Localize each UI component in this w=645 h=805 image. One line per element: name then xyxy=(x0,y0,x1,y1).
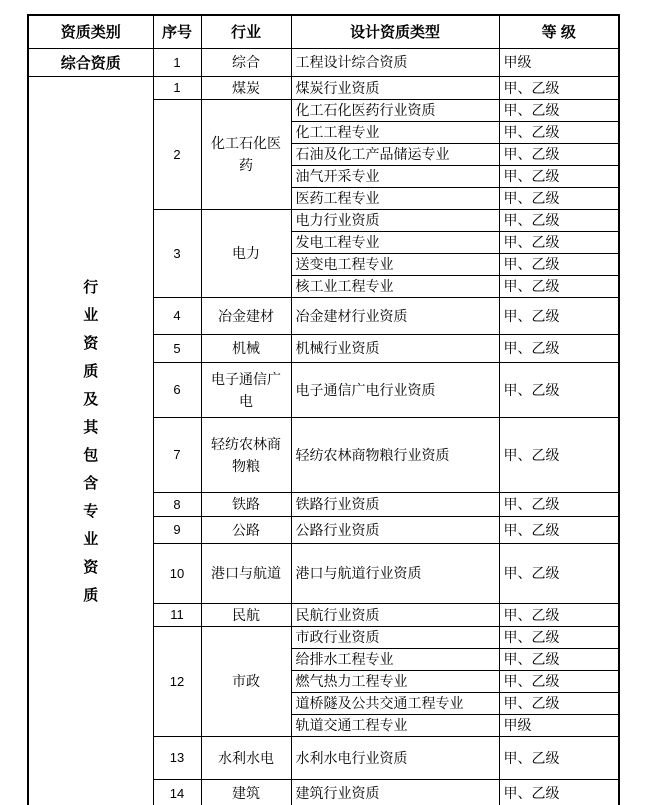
cell-type: 发电工程专业 xyxy=(291,231,499,253)
cell-grade: 甲、乙级 xyxy=(499,543,619,603)
cell-grade: 甲级 xyxy=(499,48,619,76)
cell-grade: 甲、乙级 xyxy=(499,187,619,209)
cell-type: 电子通信广电行业资质 xyxy=(291,362,499,417)
table-row xyxy=(28,48,619,76)
cell-type: 石油及化工产品储运专业 xyxy=(291,143,499,165)
cell-serial: 1 xyxy=(153,76,201,99)
cell-type: 道桥隧及公共交通工程专业 xyxy=(291,692,499,714)
cell-industry: 市政 xyxy=(201,626,291,736)
col-header-grade: 等 级 xyxy=(499,15,619,48)
cell-grade: 甲、乙级 xyxy=(499,692,619,714)
cell-grade: 甲、乙级 xyxy=(499,231,619,253)
cell-grade: 甲、乙级 xyxy=(499,603,619,626)
cell-grade: 甲、乙级 xyxy=(499,209,619,231)
cell-serial: 6 xyxy=(153,362,201,417)
cell-industry: 轻纺农林商物粮 xyxy=(201,417,291,492)
cell-grade: 甲、乙级 xyxy=(499,779,619,805)
cell-serial: 13 xyxy=(153,736,201,779)
cell-type: 工程设计综合资质 xyxy=(291,48,499,76)
cell-category-comprehensive: 综合资质 xyxy=(28,48,153,76)
cell-grade: 甲、乙级 xyxy=(499,648,619,670)
cell-grade: 甲、乙级 xyxy=(499,417,619,492)
cell-type: 核工业工程专业 xyxy=(291,275,499,297)
cell-type: 给排水工程专业 xyxy=(291,648,499,670)
cell-type: 送变电工程专业 xyxy=(291,253,499,275)
cell-industry: 电力 xyxy=(201,209,291,297)
col-header-type: 设计资质类型 xyxy=(291,15,499,48)
cell-type: 民航行业资质 xyxy=(291,603,499,626)
cell-grade: 甲、乙级 xyxy=(499,99,619,121)
cell-type: 机械行业资质 xyxy=(291,334,499,362)
cell-grade: 甲、乙级 xyxy=(499,334,619,362)
cell-grade: 甲、乙级 xyxy=(499,275,619,297)
cell-industry: 冶金建材 xyxy=(201,297,291,334)
cell-grade: 甲、乙级 xyxy=(499,143,619,165)
cell-type: 化工工程专业 xyxy=(291,121,499,143)
cell-industry: 电子通信广电 xyxy=(201,362,291,417)
cell-industry: 民航 xyxy=(201,603,291,626)
cell-type: 燃气热力工程专业 xyxy=(291,670,499,692)
cell-serial: 9 xyxy=(153,516,201,543)
cell-type: 电力行业资质 xyxy=(291,209,499,231)
cell-industry: 水利水电 xyxy=(201,736,291,779)
cell-serial: 8 xyxy=(153,492,201,516)
cell-type: 冶金建材行业资质 xyxy=(291,297,499,334)
cell-serial: 4 xyxy=(153,297,201,334)
cell-type: 轨道交通工程专业 xyxy=(291,714,499,736)
cell-type: 轻纺农林商物粮行业资质 xyxy=(291,417,499,492)
cell-industry: 建筑 xyxy=(201,779,291,805)
cell-industry: 机械 xyxy=(201,334,291,362)
cell-grade: 甲、乙级 xyxy=(499,736,619,779)
cell-type: 市政行业资质 xyxy=(291,626,499,648)
table-row xyxy=(28,76,619,99)
cell-type: 油气开采专业 xyxy=(291,165,499,187)
design-qualification-table xyxy=(27,14,620,805)
cell-serial: 7 xyxy=(153,417,201,492)
col-header-industry: 行业 xyxy=(201,15,291,48)
cell-serial: 10 xyxy=(153,543,201,603)
cell-industry: 综合 xyxy=(201,48,291,76)
cell-serial: 14 xyxy=(153,779,201,805)
cell-serial: 5 xyxy=(153,334,201,362)
cell-type: 化工石化医药行业资质 xyxy=(291,99,499,121)
cell-grade: 甲、乙级 xyxy=(499,492,619,516)
col-header-no: 序号 xyxy=(153,15,201,48)
cell-grade: 甲、乙级 xyxy=(499,76,619,99)
cell-type: 铁路行业资质 xyxy=(291,492,499,516)
cell-grade: 甲、乙级 xyxy=(499,516,619,543)
vertical-category-label: 行业资质及其包含专业资质 xyxy=(83,278,99,604)
cell-industry: 铁路 xyxy=(201,492,291,516)
cell-grade: 甲、乙级 xyxy=(499,121,619,143)
cell-serial: 12 xyxy=(153,626,201,736)
cell-grade: 甲、乙级 xyxy=(499,626,619,648)
cell-industry: 煤炭 xyxy=(201,76,291,99)
cell-serial: 3 xyxy=(153,209,201,297)
cell-serial: 1 xyxy=(153,48,201,76)
cell-type: 港口与航道行业资质 xyxy=(291,543,499,603)
header-row xyxy=(28,15,619,48)
cell-industry: 化工石化医药 xyxy=(201,99,291,209)
cell-type: 煤炭行业资质 xyxy=(291,76,499,99)
cell-grade: 甲、乙级 xyxy=(499,165,619,187)
cell-category-industry xyxy=(28,76,153,805)
cell-industry: 公路 xyxy=(201,516,291,543)
cell-grade: 甲、乙级 xyxy=(499,253,619,275)
cell-serial: 2 xyxy=(153,99,201,209)
cell-grade: 甲级 xyxy=(499,714,619,736)
cell-serial: 11 xyxy=(153,603,201,626)
cell-type: 公路行业资质 xyxy=(291,516,499,543)
cell-type: 水利水电行业资质 xyxy=(291,736,499,779)
cell-grade: 甲、乙级 xyxy=(499,297,619,334)
cell-grade: 甲、乙级 xyxy=(499,362,619,417)
cell-grade: 甲、乙级 xyxy=(499,670,619,692)
col-header-category: 资质类别 xyxy=(28,15,153,48)
cell-type: 医药工程专业 xyxy=(291,187,499,209)
cell-type: 建筑行业资质 xyxy=(291,779,499,805)
cell-industry: 港口与航道 xyxy=(201,543,291,603)
